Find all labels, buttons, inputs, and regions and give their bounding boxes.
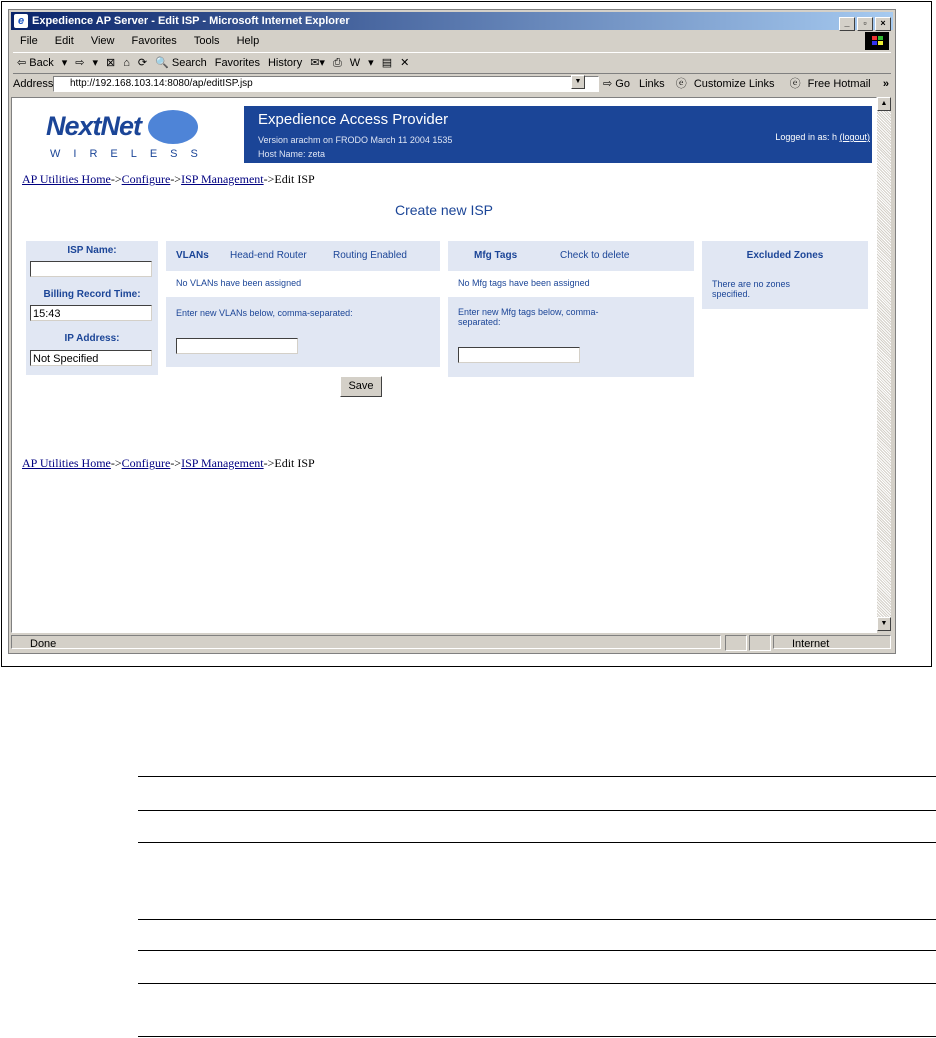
maximize-button[interactable]: ▫ xyxy=(857,17,873,31)
login-info xyxy=(775,132,870,142)
security-zone: Internet xyxy=(773,635,891,649)
breadcrumb-configure[interactable]: Configure xyxy=(121,172,171,186)
logo-subtext: WIRELESS xyxy=(50,148,211,160)
menu-view[interactable]: View xyxy=(90,35,115,47)
mfg-tags-hint xyxy=(458,307,599,327)
status-cell xyxy=(749,635,771,651)
vlans-list xyxy=(166,271,440,297)
routing-enabled-header: Routing Enabled xyxy=(333,250,407,261)
vlans-hint: Enter new VLANs below, comma-separated: xyxy=(176,308,353,318)
breadcrumb xyxy=(22,172,315,187)
forward-button[interactable]: ⇨ xyxy=(75,57,85,69)
check-to-delete-header: Check to delete xyxy=(560,250,630,261)
breadcrumb-home[interactable]: AP Utilities Home xyxy=(22,456,111,470)
ip-address-input[interactable]: Not Specified xyxy=(30,350,152,366)
back-dropdown-icon[interactable]: ▾ xyxy=(61,57,68,69)
back-button[interactable]: ⇦ Back xyxy=(17,57,54,69)
page-title: Create new ISP xyxy=(394,202,494,218)
home-button[interactable]: ⌂ xyxy=(123,57,130,69)
vertical-scrollbar[interactable] xyxy=(877,97,891,631)
forward-dropdown-icon[interactable]: ▾ xyxy=(92,57,99,69)
table-rule xyxy=(138,1036,936,1037)
vlans-panel xyxy=(166,241,440,367)
address-input[interactable]: http://192.168.103.14:8080/ap/editISP.jsp xyxy=(53,76,599,92)
ie-icon: e xyxy=(14,14,28,28)
page-content xyxy=(11,97,877,633)
billing-record-time-input[interactable]: 15:43 xyxy=(30,305,152,321)
logged-in-text: Logged in as: h xyxy=(775,132,837,142)
menu-help[interactable]: Help xyxy=(236,35,260,47)
menu-bar xyxy=(13,32,891,50)
search-button[interactable]: 🔍 Search xyxy=(155,57,207,69)
breadcrumb-home[interactable]: AP Utilities Home xyxy=(22,172,111,186)
scroll-up-icon[interactable]: ▲ xyxy=(877,97,891,111)
status-bar xyxy=(11,635,893,651)
menu-file[interactable]: File xyxy=(20,35,38,47)
menu-tools[interactable]: Tools xyxy=(193,35,220,47)
version-text: Version arachm on FRODO March 11 2004 1535 xyxy=(258,135,453,145)
status-cell xyxy=(725,635,747,651)
ip-address-label: IP Address: xyxy=(64,333,120,344)
isp-details-panel xyxy=(26,241,158,375)
save-button[interactable]: Save xyxy=(340,376,382,397)
mail-button[interactable]: ✉▾ xyxy=(310,57,325,69)
head-end-router-header: Head-end Router xyxy=(230,250,307,261)
toolbar xyxy=(13,52,891,74)
table-rule xyxy=(138,919,936,920)
favorites-button[interactable]: Favorites xyxy=(214,57,260,69)
table-rule xyxy=(138,810,936,811)
excluded-zones-line1: There are no zones xyxy=(712,279,791,289)
links-label: Links xyxy=(639,78,665,90)
excluded-zones-message xyxy=(712,279,790,299)
breadcrumb-sep: -> xyxy=(170,456,182,470)
address-label: Address xyxy=(13,78,54,90)
link-hotmail[interactable]: ⓔ Free Hotmail xyxy=(789,78,871,90)
breadcrumb-sep: -> xyxy=(110,456,122,470)
table-rule xyxy=(138,776,936,777)
breadcrumb-isp-management[interactable]: ISP Management xyxy=(181,172,264,186)
new-mfg-tags-input[interactable] xyxy=(458,347,580,363)
breadcrumb-sep: -> xyxy=(170,172,182,186)
breadcrumb-current: Edit ISP xyxy=(274,172,315,186)
billing-record-time-label: Billing Record Time: xyxy=(43,289,141,300)
discuss-button[interactable]: ▤ xyxy=(381,57,393,69)
menu-edit[interactable]: Edit xyxy=(54,35,74,47)
table-rule xyxy=(138,842,936,843)
mfg-tags-hint-line2: separated: xyxy=(458,317,501,327)
windows-logo-icon xyxy=(865,32,889,50)
excluded-zones-line2: specified. xyxy=(712,289,751,299)
breadcrumb-sep: -> xyxy=(110,172,122,186)
browser-window xyxy=(8,9,896,654)
go-button[interactable]: ⇨ Go xyxy=(603,78,630,90)
mfg-tags-header: Mfg Tags xyxy=(474,250,518,261)
address-dropdown-icon[interactable]: ▼ xyxy=(571,75,585,89)
menu-favorites[interactable]: Favorites xyxy=(131,35,177,47)
scroll-down-icon[interactable]: ▼ xyxy=(877,617,891,631)
table-rule xyxy=(138,950,936,951)
edit-dropdown-icon[interactable]: ▾ xyxy=(368,57,374,69)
close-button[interactable]: × xyxy=(875,17,891,31)
table-rule xyxy=(138,983,936,984)
logo-swoosh xyxy=(148,110,198,144)
isp-name-label: ISP Name: xyxy=(67,245,117,256)
vlans-empty-message: No VLANs have been assigned xyxy=(176,278,302,288)
breadcrumb-configure[interactable]: Configure xyxy=(121,456,171,470)
messenger-button[interactable]: ✕ xyxy=(400,57,410,69)
links-bar xyxy=(635,74,879,94)
nextnet-logo xyxy=(22,106,244,163)
mfg-tags-list xyxy=(448,271,694,297)
excluded-zones-panel xyxy=(702,241,868,309)
header-banner xyxy=(22,106,872,163)
breadcrumb-sep: -> xyxy=(263,456,275,470)
go-label: Go xyxy=(615,78,630,90)
new-vlans-input[interactable] xyxy=(176,338,298,354)
logout-link[interactable]: (logout) xyxy=(839,132,870,142)
mfg-tags-panel xyxy=(448,241,694,377)
history-button[interactable]: History xyxy=(267,57,303,69)
mfg-tags-hint-line1: Enter new Mfg tags below, comma- xyxy=(458,307,599,317)
edit-button[interactable]: W xyxy=(349,57,361,69)
breadcrumb-isp-management[interactable]: ISP Management xyxy=(181,456,264,470)
window-title: Expedience AP Server - Edit ISP - Microsoft Internet Explorer xyxy=(32,15,350,27)
breadcrumb-current: Edit ISP xyxy=(274,456,315,470)
logo-text: NextNet xyxy=(46,111,142,141)
address-bar xyxy=(13,74,891,94)
status-text: Done xyxy=(11,635,721,649)
app-title: Expedience Access Provider xyxy=(258,111,449,128)
links-more-icon[interactable]: » xyxy=(882,78,889,90)
link-hotmail-label: Free Hotmail xyxy=(807,78,871,90)
breadcrumb-sep: -> xyxy=(263,172,275,186)
isp-name-input[interactable] xyxy=(30,261,152,277)
print-button[interactable]: ⎙ xyxy=(332,57,342,69)
host-name: Host Name: zeta xyxy=(258,149,326,159)
link-customize-label: Customize Links xyxy=(693,78,775,90)
vlans-header: VLANs xyxy=(176,250,209,261)
stop-button[interactable]: ⊠ xyxy=(106,57,116,69)
mfg-tags-empty-message: No Mfg tags have been assigned xyxy=(458,278,590,288)
refresh-button[interactable]: ⟳ xyxy=(137,57,148,69)
title-bar xyxy=(11,12,893,30)
excluded-zones-header: Excluded Zones xyxy=(746,250,824,261)
breadcrumb-bottom xyxy=(22,456,315,471)
link-customize[interactable]: ⓔ Customize Links xyxy=(675,78,775,90)
minimize-button[interactable]: _ xyxy=(839,17,855,31)
